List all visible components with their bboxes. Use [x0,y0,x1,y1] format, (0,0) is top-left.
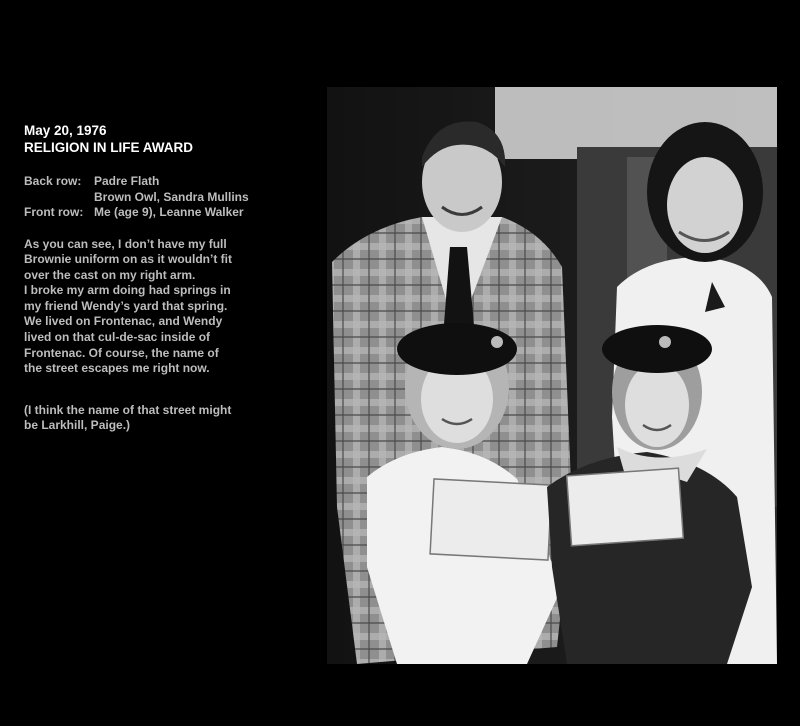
roster-row [24,205,314,221]
roster-label: Front row: [24,205,84,219]
story-line: lived on that cul-de-sac inside of [24,330,211,345]
aside-line: (I think the name of that street might [24,402,232,417]
roster-value: Brown Owl, Sandra Mullins [94,189,249,204]
photo-date: May 20, 1976 [24,123,107,138]
award-photograph [327,87,777,664]
story-line: over the cast on my right arm. [24,267,196,282]
story-line: my friend Wendy’s yard that spring. [24,298,228,313]
story-line: the street escapes me right now. [24,361,210,376]
aside-line: be Larkhill, Paige.) [24,418,131,433]
story-line: As you can see, I don’t have my full [24,236,227,251]
story-line: I broke my arm doing had springs in [24,283,231,298]
roster-label: Back row: [24,174,82,188]
roster-label [24,190,94,206]
roster [24,174,314,221]
roster-value: Padre Flath [94,174,160,188]
aside-paragraph [24,403,314,434]
caption-panel [24,122,314,434]
story-line: Frontenac. Of course, the name of [24,345,219,360]
roster-row [24,174,314,190]
roster-value: Me (age 9), Leanne Walker [94,205,244,219]
story-paragraph [24,237,314,377]
photograph-icon [327,87,777,664]
award-title: RELIGION IN LIFE AWARD [24,140,194,155]
story-line: Brownie uniform on as it wouldn’t fit [24,252,232,267]
story-line: We lived on Frontenac, and Wendy [24,314,223,329]
roster-row [24,190,314,206]
